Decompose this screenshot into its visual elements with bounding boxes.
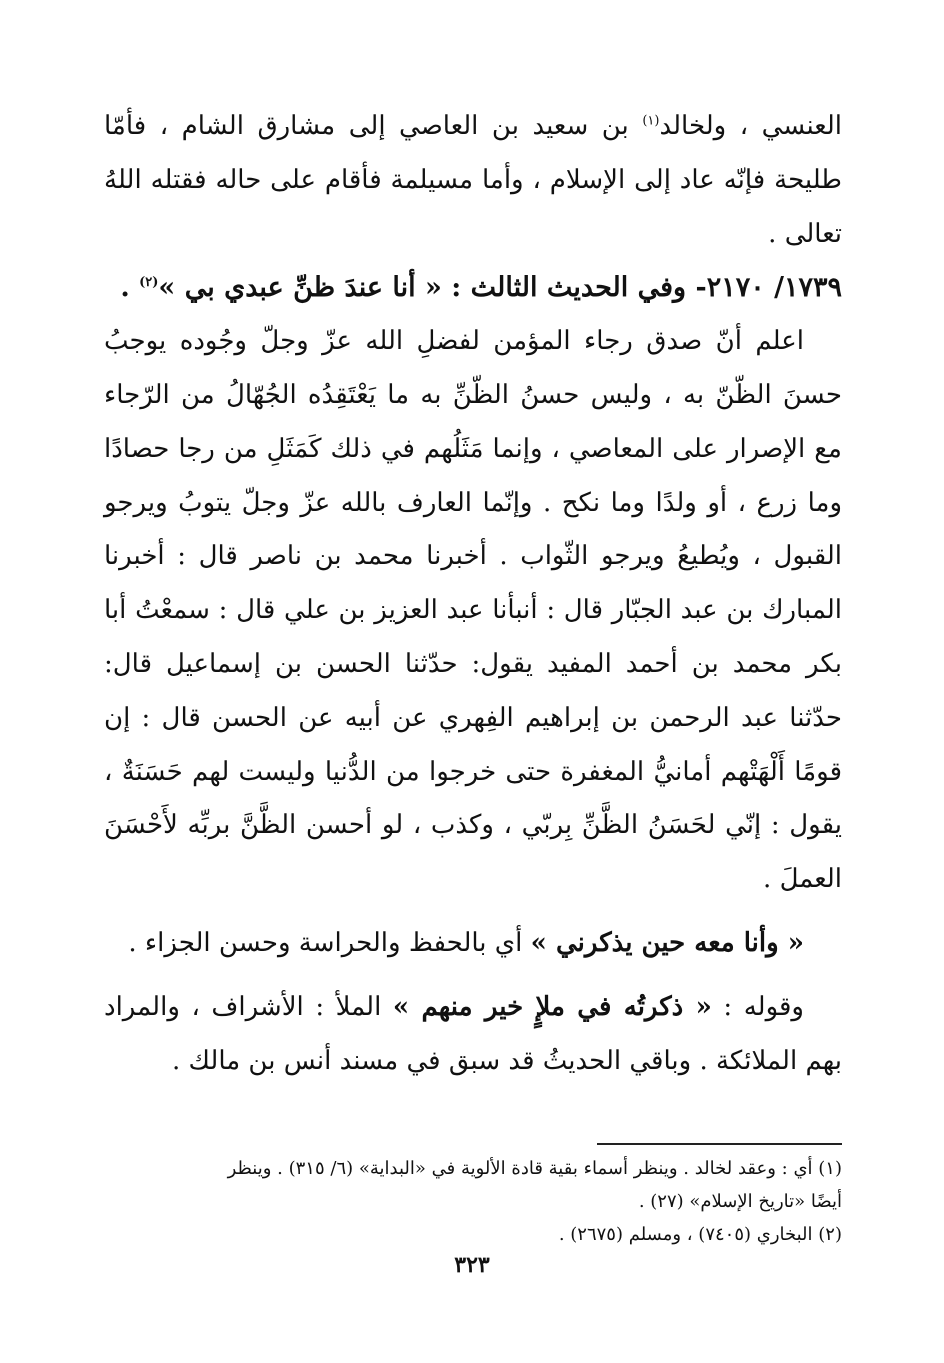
quoted-phrase-2: « وأنا معه حين يذكرني » [530,927,804,958]
page-number: ٣٢٣ [454,1252,490,1278]
quoted-phrase-3: « ذكرتُه في ملإٍ خير منهم » [392,991,712,1022]
main-text [104,100,842,1088]
footnotes [104,1152,842,1251]
footnote-marker-2: (٢) [139,275,159,291]
hadith-heading-text: ١٧٣٩/ ٢١٧٠- وفي الحديث الثالث : « أنا عندَ ظنِّ عبدي بي » [158,272,842,304]
footnote-marker-1: (١) [642,113,660,129]
opening-text-continued: بن سعيد بن العاصي إلى مشارق الشام ، فأمّا طليحة فإنّه عاد إلى الإسلام ، وأما مسيلمة فأقام على حاله فقتله اللهُ تعالى . [104,111,842,249]
footnote-1-line-2: أيضًا «تاريخ الإسلام» (٢٧) . [638,1191,842,1212]
third-phrase-paragraph [104,981,842,1089]
commentary-paragraph [104,315,842,907]
third-phrase-intro: وقوله : [723,991,804,1022]
hadith-heading [104,261,842,315]
footnote-divider [597,1143,842,1145]
hadith-heading-end: . [120,272,140,304]
third-phrase-explanation: الملأ : الأشراف ، والمراد بهم الملائكة . وباقي الحديثُ قد سبق في مسند أنس بن مالك . [104,991,842,1076]
second-phrase-explanation: أي بالحفظ والحراسة وحسن الجزاء . [128,927,523,958]
footnote-1-line-1: (١) أي : وعقد لخالد . وينظر أسماء بقية قادة الألوية في «البداية» (٦/ ٣١٥) . وينظر [227,1158,842,1179]
footnote-1-continued [104,1185,842,1218]
footnote-2 [104,1218,842,1251]
second-phrase-paragraph [104,917,842,971]
footnote-1 [104,1152,842,1185]
commentary-text: اعلم أنّ صدق رجاء المؤمن لفضلِ الله عزّ وجلّ وجُوده يوجبُ حسنَ الظّنّ به ، وليس حسنُ الظّنِّ به ما يَعْتَقِدُه الجُهّالُ من الرّجاء مع الإصرار على المعاصي ، وإنما مَثَلُهم في ذلك كَمَثَلِ من رجا حصادًا وما زرع ، أو ولدًا وما نكح . وإنّما العارف بالله عزّ وجلّ يتوبُ ويرجو القبول ، ويُطيعُ ويرجو الثّواب . أخبرنا محمد بن ناصر قال : أخبرنا المبارك بن عبد الجبّار قال : أنبأنا عبد العزيز بن علي قال : سمعْتُ أبا بكر محمد بن أحمد المفيد يقول: حدّثنا الحسن بن إسماعيل قال: حدّثنا عبد الرحمن بن إبراهيم الفِهري عن أبيه عن الحسن قال : إن قومًا أَلْهَتْهم أمانيُّ المغفرة حتى خرجوا من الدُّنيا وليست لهم حَسَنَةٌ ، يقول : إنّي لحَسَنُ الظَّنِّ بِربّي ، وكذب ، لو أحسن الظَّنَّ بربِّه لأَحْسَنَ العملَ . [104,326,842,895]
opening-text: العنسي ، ولخالد [659,111,842,141]
footnote-2-text: (٢) البخاري (٧٤٠٥) ، ومسلم (٢٦٧٥) . [558,1224,842,1245]
opening-paragraph [104,100,842,261]
